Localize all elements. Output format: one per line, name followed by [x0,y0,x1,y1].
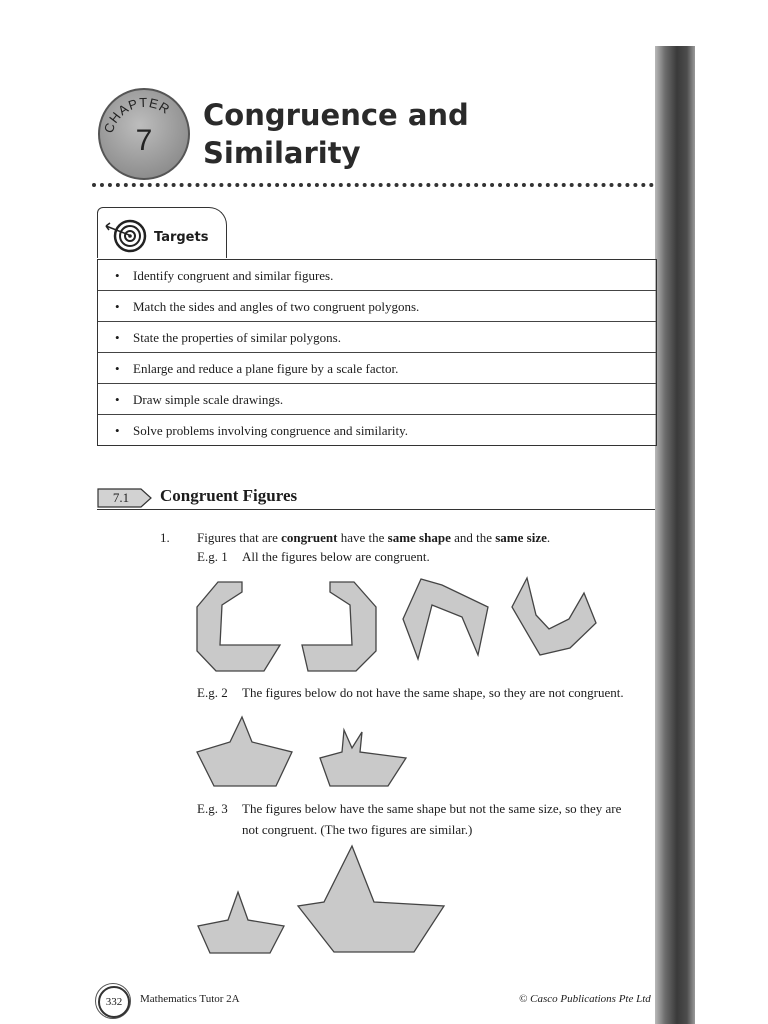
target-item: • Match the sides and angles of two congruent polygons. [98,291,656,322]
eg3-text-line1: The figures below have the same shape but not the same size, so they are [242,801,622,816]
small-boat-shape [198,892,284,953]
eg3-text-line2: not congruent. (The two figures are similar.) [242,822,473,837]
section-underline [97,509,655,510]
target-item-text: Match the sides and angles of two congruent polygons. [133,299,420,314]
chapter-badge [98,88,190,180]
congruent-figure [512,578,596,655]
target-icon [104,218,150,254]
large-boat-shape [298,846,444,952]
targets-heading: Targets [154,230,209,245]
eg1-label: E.g. 1 [197,549,228,564]
targets-tab [97,207,227,258]
target-item-text: Identify congruent and similar figures. [133,268,334,283]
target-item: • Enlarge and reduce a plane figure by a scale factor. [98,353,656,384]
congruent-figure [403,579,488,659]
eg2-label: E.g. 2 [197,685,228,700]
chapter-title-line2: Similarity [203,136,361,170]
targets-list [97,259,657,446]
target-item: • State the properties of similar polygons. [98,322,656,353]
eg2-text: The figures below do not have the same shape, so they are not congruent. [242,685,624,700]
eg3-figures [192,840,452,960]
congruent-figure [302,582,376,671]
target-item-text: Draw simple scale drawings. [133,392,284,407]
congruent-figure [197,582,280,671]
copyright: © Casco Publications Pte Ltd [519,993,651,1005]
point-number: 1. [160,530,170,545]
target-item-text: Enlarge and reduce a plane figure by a scale factor. [133,361,399,376]
section-number: 7.1 [112,490,130,505]
chapter-title-line1: Congruence and [203,98,469,132]
eg1-figures [192,575,604,675]
page-number: 332 [98,986,130,1018]
boat-shape [197,717,292,786]
target-item: • Solve problems involving congruence and similarity. [115,423,408,438]
target-item: • Identify congruent and similar figures. [98,260,656,291]
chapter-word: CHAPTER [100,94,174,135]
section-number-arrow [97,487,153,509]
target-item-text: State the properties of similar polygons. [133,330,341,345]
chapter-title [203,96,469,172]
eg1-text: All the figures below are congruent. [242,549,430,564]
chapter-number: 7 [135,124,153,157]
target-item: • Draw simple scale drawings. [98,384,656,415]
target-item-text: Solve problems involving congruence and similarity. [133,423,408,438]
eg3-label: E.g. 3 [197,801,228,816]
crown-shape [320,730,406,786]
section-title: Congruent Figures [160,486,298,505]
book-name: Mathematics Tutor 2A [140,993,240,1005]
eg2-figures [192,712,412,792]
point-text: Figures that are congruent have the same shape and the same size. [197,530,551,545]
scan-edge [655,46,695,1024]
dotted-divider [92,183,654,187]
